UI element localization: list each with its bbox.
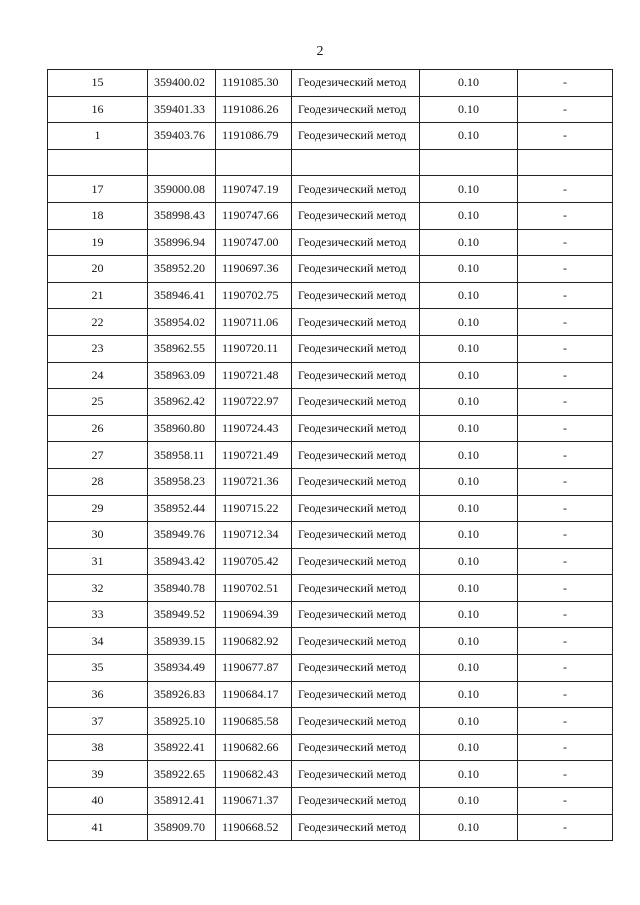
y-coordinate-cell: 1190747.66 <box>216 202 292 229</box>
x-coordinate-cell <box>148 149 216 176</box>
note-cell: - <box>518 123 613 150</box>
table-row <box>48 149 613 176</box>
note-cell: - <box>518 761 613 788</box>
method-cell: Геодезический метод <box>292 442 420 469</box>
point-number-cell: 41 <box>48 814 148 841</box>
table-row <box>48 548 613 575</box>
method-cell: Геодезический метод <box>292 548 420 575</box>
x-coordinate-cell: 358996.94 <box>148 229 216 256</box>
y-coordinate-cell: 1191085.30 <box>216 70 292 97</box>
method-cell <box>292 149 420 176</box>
table-row <box>48 202 613 229</box>
table-row <box>48 96 613 123</box>
note-cell: - <box>518 229 613 256</box>
y-coordinate-cell: 1190711.06 <box>216 309 292 336</box>
accuracy-cell: 0.10 <box>420 761 518 788</box>
x-coordinate-cell: 358963.09 <box>148 362 216 389</box>
note-cell: - <box>518 788 613 815</box>
table-row <box>48 761 613 788</box>
note-cell: - <box>518 96 613 123</box>
method-cell: Геодезический метод <box>292 70 420 97</box>
y-coordinate-cell: 1191086.26 <box>216 96 292 123</box>
note-cell: - <box>518 628 613 655</box>
x-coordinate-cell: 358954.02 <box>148 309 216 336</box>
note-cell: - <box>518 708 613 735</box>
x-coordinate-cell: 358926.83 <box>148 681 216 708</box>
method-cell: Геодезический метод <box>292 362 420 389</box>
point-number-cell: 32 <box>48 575 148 602</box>
point-number-cell: 26 <box>48 415 148 442</box>
y-coordinate-cell: 1190697.36 <box>216 256 292 283</box>
table-row <box>48 814 613 841</box>
accuracy-cell: 0.10 <box>420 495 518 522</box>
y-coordinate-cell: 1190684.17 <box>216 681 292 708</box>
x-coordinate-cell: 359403.76 <box>148 123 216 150</box>
x-coordinate-cell: 358949.52 <box>148 601 216 628</box>
x-coordinate-cell: 358949.76 <box>148 522 216 549</box>
x-coordinate-cell: 358952.44 <box>148 495 216 522</box>
accuracy-cell: 0.10 <box>420 734 518 761</box>
method-cell: Геодезический метод <box>292 601 420 628</box>
table-row <box>48 70 613 97</box>
point-number-cell: 39 <box>48 761 148 788</box>
method-cell: Геодезический метод <box>292 229 420 256</box>
note-cell: - <box>518 681 613 708</box>
method-cell: Геодезический метод <box>292 522 420 549</box>
x-coordinate-cell: 358922.41 <box>148 734 216 761</box>
point-number-cell: 40 <box>48 788 148 815</box>
point-number-cell: 1 <box>48 123 148 150</box>
table-row <box>48 468 613 495</box>
note-cell: - <box>518 282 613 309</box>
note-cell: - <box>518 495 613 522</box>
note-cell: - <box>518 256 613 283</box>
table-row <box>48 655 613 682</box>
table-row <box>48 229 613 256</box>
method-cell: Геодезический метод <box>292 708 420 735</box>
note-cell: - <box>518 176 613 203</box>
accuracy-cell: 0.10 <box>420 681 518 708</box>
table-row <box>48 522 613 549</box>
note-cell: - <box>518 389 613 416</box>
table-row <box>48 335 613 362</box>
table-row <box>48 123 613 150</box>
method-cell: Геодезический метод <box>292 655 420 682</box>
method-cell: Геодезический метод <box>292 468 420 495</box>
table-row <box>48 708 613 735</box>
point-number-cell: 18 <box>48 202 148 229</box>
x-coordinate-cell: 358958.11 <box>148 442 216 469</box>
note-cell: - <box>518 468 613 495</box>
x-coordinate-cell: 358962.42 <box>148 389 216 416</box>
y-coordinate-cell: 1190715.22 <box>216 495 292 522</box>
point-number-cell: 36 <box>48 681 148 708</box>
note-cell: - <box>518 814 613 841</box>
y-coordinate-cell: 1190712.34 <box>216 522 292 549</box>
note-cell: - <box>518 362 613 389</box>
y-coordinate-cell: 1190677.87 <box>216 655 292 682</box>
method-cell: Геодезический метод <box>292 96 420 123</box>
method-cell: Геодезический метод <box>292 814 420 841</box>
x-coordinate-cell: 358958.23 <box>148 468 216 495</box>
y-coordinate-cell: 1190702.75 <box>216 282 292 309</box>
method-cell: Геодезический метод <box>292 734 420 761</box>
table-row <box>48 176 613 203</box>
accuracy-cell: 0.10 <box>420 123 518 150</box>
table-row <box>48 628 613 655</box>
y-coordinate-cell: 1190682.66 <box>216 734 292 761</box>
y-coordinate-cell: 1190671.37 <box>216 788 292 815</box>
accuracy-cell: 0.10 <box>420 575 518 602</box>
point-number-cell: 24 <box>48 362 148 389</box>
accuracy-cell: 0.10 <box>420 442 518 469</box>
accuracy-cell: 0.10 <box>420 708 518 735</box>
point-number-cell: 20 <box>48 256 148 283</box>
note-cell: - <box>518 548 613 575</box>
method-cell: Геодезический метод <box>292 761 420 788</box>
table-row <box>48 788 613 815</box>
y-coordinate-cell: 1190724.43 <box>216 415 292 442</box>
x-coordinate-cell: 358998.43 <box>148 202 216 229</box>
point-number-cell: 37 <box>48 708 148 735</box>
note-cell: - <box>518 309 613 336</box>
y-coordinate-cell <box>216 149 292 176</box>
point-number-cell: 30 <box>48 522 148 549</box>
method-cell: Геодезический метод <box>292 495 420 522</box>
table-row <box>48 601 613 628</box>
x-coordinate-cell: 358946.41 <box>148 282 216 309</box>
accuracy-cell <box>420 149 518 176</box>
note-cell: - <box>518 202 613 229</box>
accuracy-cell: 0.10 <box>420 96 518 123</box>
method-cell: Геодезический метод <box>292 389 420 416</box>
point-number-cell: 21 <box>48 282 148 309</box>
accuracy-cell: 0.10 <box>420 309 518 336</box>
accuracy-cell: 0.10 <box>420 389 518 416</box>
method-cell: Геодезический метод <box>292 335 420 362</box>
point-number-cell: 28 <box>48 468 148 495</box>
x-coordinate-cell: 358909.70 <box>148 814 216 841</box>
accuracy-cell: 0.10 <box>420 176 518 203</box>
y-coordinate-cell: 1190721.36 <box>216 468 292 495</box>
y-coordinate-cell: 1190747.00 <box>216 229 292 256</box>
y-coordinate-cell: 1190747.19 <box>216 176 292 203</box>
y-coordinate-cell: 1190702.51 <box>216 575 292 602</box>
accuracy-cell: 0.10 <box>420 468 518 495</box>
table-row <box>48 575 613 602</box>
point-number-cell: 29 <box>48 495 148 522</box>
table-row <box>48 734 613 761</box>
point-number-cell: 16 <box>48 96 148 123</box>
y-coordinate-cell: 1190722.97 <box>216 389 292 416</box>
y-coordinate-cell: 1190720.11 <box>216 335 292 362</box>
point-number-cell: 34 <box>48 628 148 655</box>
method-cell: Геодезический метод <box>292 309 420 336</box>
method-cell: Геодезический метод <box>292 628 420 655</box>
table-row <box>48 362 613 389</box>
x-coordinate-cell: 358922.65 <box>148 761 216 788</box>
x-coordinate-cell: 358925.10 <box>148 708 216 735</box>
point-number-cell <box>48 149 148 176</box>
coordinates-table-body <box>48 70 613 841</box>
y-coordinate-cell: 1191086.79 <box>216 123 292 150</box>
point-number-cell: 27 <box>48 442 148 469</box>
accuracy-cell: 0.10 <box>420 256 518 283</box>
table-row <box>48 495 613 522</box>
table-row <box>48 282 613 309</box>
accuracy-cell: 0.10 <box>420 70 518 97</box>
accuracy-cell: 0.10 <box>420 628 518 655</box>
x-coordinate-cell: 358952.20 <box>148 256 216 283</box>
method-cell: Геодезический метод <box>292 256 420 283</box>
x-coordinate-cell: 358939.15 <box>148 628 216 655</box>
method-cell: Геодезический метод <box>292 681 420 708</box>
accuracy-cell: 0.10 <box>420 202 518 229</box>
table-row <box>48 681 613 708</box>
accuracy-cell: 0.10 <box>420 229 518 256</box>
y-coordinate-cell: 1190682.43 <box>216 761 292 788</box>
point-number-cell: 35 <box>48 655 148 682</box>
note-cell: - <box>518 70 613 97</box>
method-cell: Геодезический метод <box>292 282 420 309</box>
x-coordinate-cell: 358934.49 <box>148 655 216 682</box>
note-cell: - <box>518 575 613 602</box>
note-cell: - <box>518 522 613 549</box>
point-number-cell: 22 <box>48 309 148 336</box>
note-cell: - <box>518 601 613 628</box>
note-cell: - <box>518 415 613 442</box>
method-cell: Геодезический метод <box>292 123 420 150</box>
y-coordinate-cell: 1190694.39 <box>216 601 292 628</box>
y-coordinate-cell: 1190721.49 <box>216 442 292 469</box>
point-number-cell: 33 <box>48 601 148 628</box>
note-cell: - <box>518 442 613 469</box>
note-cell: - <box>518 734 613 761</box>
accuracy-cell: 0.10 <box>420 415 518 442</box>
accuracy-cell: 0.10 <box>420 548 518 575</box>
x-coordinate-cell: 358962.55 <box>148 335 216 362</box>
accuracy-cell: 0.10 <box>420 282 518 309</box>
point-number-cell: 38 <box>48 734 148 761</box>
y-coordinate-cell: 1190705.42 <box>216 548 292 575</box>
accuracy-cell: 0.10 <box>420 362 518 389</box>
method-cell: Геодезический метод <box>292 202 420 229</box>
y-coordinate-cell: 1190668.52 <box>216 814 292 841</box>
point-number-cell: 23 <box>48 335 148 362</box>
page-number: 2 <box>316 44 324 59</box>
table-row <box>48 309 613 336</box>
x-coordinate-cell: 358943.42 <box>148 548 216 575</box>
method-cell: Геодезический метод <box>292 176 420 203</box>
method-cell: Геодезический метод <box>292 415 420 442</box>
x-coordinate-cell: 359401.33 <box>148 96 216 123</box>
point-number-cell: 17 <box>48 176 148 203</box>
y-coordinate-cell: 1190721.48 <box>216 362 292 389</box>
accuracy-cell: 0.10 <box>420 655 518 682</box>
x-coordinate-cell: 358912.41 <box>148 788 216 815</box>
point-number-cell: 31 <box>48 548 148 575</box>
point-number-cell: 15 <box>48 70 148 97</box>
accuracy-cell: 0.10 <box>420 814 518 841</box>
table-row <box>48 415 613 442</box>
table-row <box>48 256 613 283</box>
table-row <box>48 442 613 469</box>
method-cell: Геодезический метод <box>292 575 420 602</box>
x-coordinate-cell: 359400.02 <box>148 70 216 97</box>
x-coordinate-cell: 358940.78 <box>148 575 216 602</box>
y-coordinate-cell: 1190685.58 <box>216 708 292 735</box>
accuracy-cell: 0.10 <box>420 335 518 362</box>
method-cell: Геодезический метод <box>292 788 420 815</box>
note-cell <box>518 149 613 176</box>
note-cell: - <box>518 335 613 362</box>
note-cell: - <box>518 655 613 682</box>
accuracy-cell: 0.10 <box>420 788 518 815</box>
point-number-cell: 25 <box>48 389 148 416</box>
x-coordinate-cell: 358960.80 <box>148 415 216 442</box>
y-coordinate-cell: 1190682.92 <box>216 628 292 655</box>
accuracy-cell: 0.10 <box>420 601 518 628</box>
point-number-cell: 19 <box>48 229 148 256</box>
coordinates-table <box>47 69 613 841</box>
x-coordinate-cell: 359000.08 <box>148 176 216 203</box>
accuracy-cell: 0.10 <box>420 522 518 549</box>
table-row <box>48 389 613 416</box>
